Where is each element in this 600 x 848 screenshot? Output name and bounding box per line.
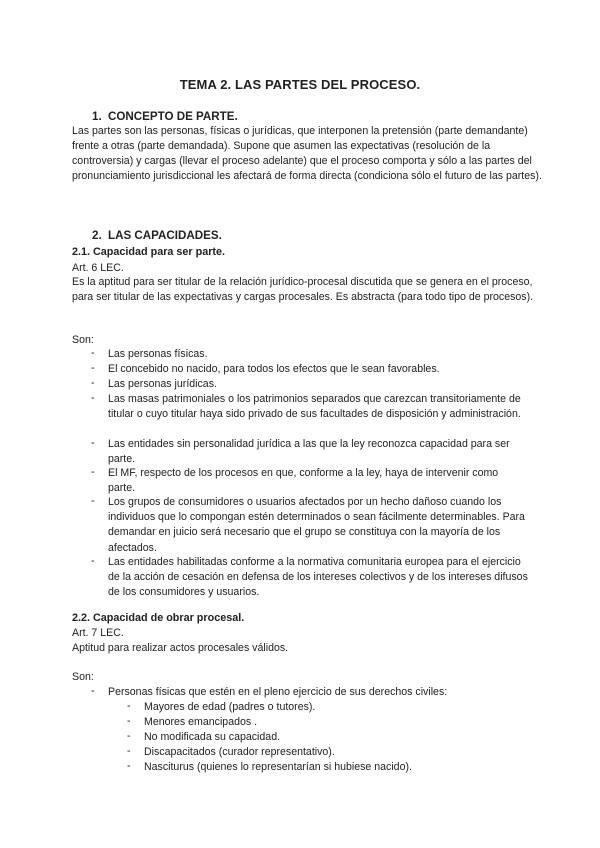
bullet-dash: - bbox=[91, 377, 95, 389]
document-title: TEMA 2. LAS PARTES DEL PROCESO. bbox=[179, 77, 421, 92]
bullet-dash: - bbox=[127, 700, 131, 712]
sub-list-item-text: Discapacitados (curador representativo). bbox=[144, 746, 335, 758]
section-2-number: 2. bbox=[92, 229, 102, 242]
list-item-text: Las personas físicas. bbox=[108, 348, 208, 360]
sub-list-item-text: No modificada su capacidad. bbox=[144, 731, 281, 743]
list-item-text: El MF, respecto de los procesos en que, conforme a la ley, haya de intervenir como parte. bbox=[108, 467, 499, 495]
bullet-dash: - bbox=[127, 730, 131, 742]
list-item-text: Los grupos de consumidores o usuarios afectados por un hecho dañoso cuando los individuos que lo compongan estén determinados o sean fácilmente determinables. Para demandar en juicio será necesario que el grupo se constituya con la mayoría de los afectados. bbox=[108, 496, 525, 554]
bullet-dash: - bbox=[91, 495, 95, 507]
section-1-body: Las partes son las personas, físicas o jurídicas, que interponen la pretensión (parte demandante) frente a otras (parte demandada). Supone que asumen las expectativas (resolución de la controversia) y cargas (llevar el proceso adelante) que el proceso comporta y sólo a las partes del pronunciamiento jurisdiccional les afectará de forma directa (condiciona sólo el futuro de las partes). bbox=[72, 125, 542, 182]
section-2-title: LAS CAPACIDADES. bbox=[108, 229, 222, 242]
bullet-dash: - bbox=[91, 685, 95, 697]
list-item-text: Personas físicas que estén en el pleno ejercicio de sus derechos civiles: bbox=[108, 686, 448, 698]
bullet-dash: - bbox=[91, 362, 95, 374]
bullet-dash: - bbox=[127, 745, 131, 757]
subsection-2-1-son-label: Son: bbox=[72, 334, 94, 346]
list-item-text: Las masas patrimoniales o los patrimonios separados que carezcan transitoriamente de titular o cuyo titular haya sido privado de sus facultades de disposición y administración. bbox=[108, 393, 521, 421]
subsection-2-2-article: Art. 7 LEC. bbox=[72, 627, 124, 639]
bullet-dash: - bbox=[91, 466, 95, 478]
list-item-text: Las entidades sin personalidad jurídica a las que la ley reconozca capacidad para ser parte. bbox=[108, 438, 510, 466]
sub-list-item-text: Mayores de edad (padres o tutores). bbox=[144, 701, 316, 713]
section-1-title: CONCEPTO DE PARTE. bbox=[108, 110, 238, 123]
bullet-dash: - bbox=[127, 760, 131, 772]
bullet-dash: - bbox=[127, 715, 131, 727]
bullet-dash: - bbox=[91, 392, 95, 404]
subsection-2-2-heading: 2.2. Capacidad de obrar procesal. bbox=[72, 612, 245, 624]
section-1-number: 1. bbox=[92, 110, 102, 123]
list-item-text: El concebido no nacido, para todos los efectos que le sean favorables. bbox=[108, 363, 440, 375]
sub-list-item-text: Nasciturus (quienes lo representarían si hubiese nacido). bbox=[144, 761, 412, 773]
list-item-text: Las entidades habilitadas conforme a la normativa comunitaria europea para el ejercicio de la acción de cesación en defensa de los intereses colectivos y de los intereses difusos de los consumidores y usuarios. bbox=[108, 556, 528, 599]
subsection-2-1-heading: 2.1. Capacidad para ser parte. bbox=[72, 246, 226, 258]
bullet-dash: - bbox=[91, 555, 95, 567]
subsection-2-1-body: Es la aptitud para ser titular de la relación jurídico-procesal discutida que se genera en el proceso, para ser titular de las expectativas y cargas procesales. Es abstracta (para todo tipo de procesos). bbox=[72, 276, 534, 303]
subsection-2-2-body: Aptitud para realizar actos procesales válidos. bbox=[72, 642, 289, 654]
bullet-dash: - bbox=[91, 347, 95, 359]
bullet-dash: - bbox=[91, 437, 95, 449]
subsection-2-1-article: Art. 6 LEC. bbox=[72, 262, 124, 274]
list-item-text: Las personas jurídicas. bbox=[108, 378, 217, 390]
sub-list-item-text: Menores emancipados . bbox=[144, 716, 258, 728]
subsection-2-2-son-label: Son: bbox=[72, 671, 94, 683]
